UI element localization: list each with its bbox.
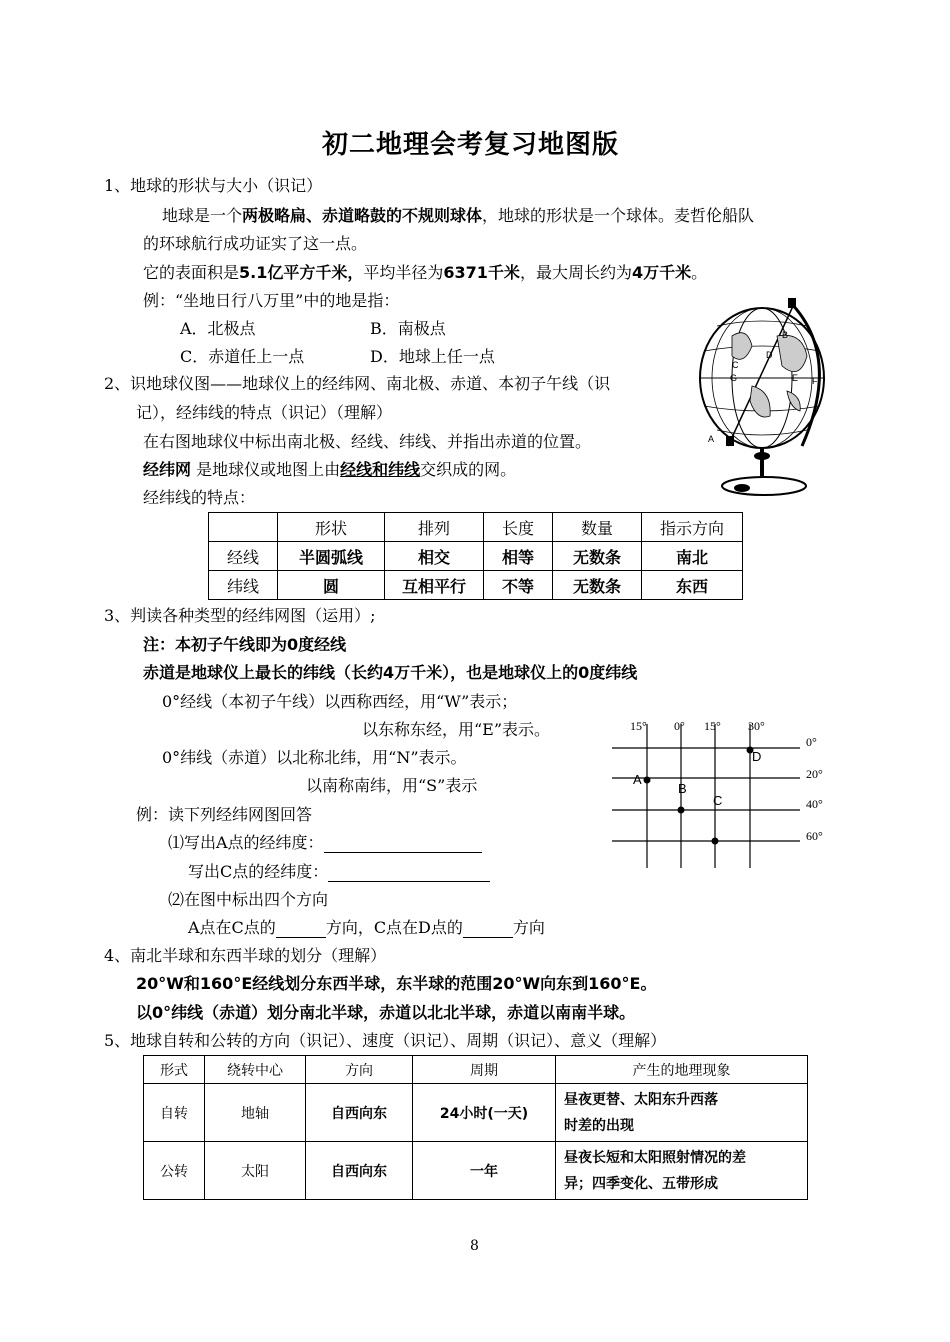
table-header-cell: 方向 [306,1056,413,1084]
answer-blank[interactable] [463,921,513,938]
phenomenon-line: 昼夜更替、太阳东升西落 [564,1091,718,1108]
s1-p2e: ，最大周长约为 [519,263,632,282]
table-cell: 互相平行 [385,571,484,600]
s1-p2f: 4万千米 [631,263,692,282]
table-header-cell: 长度 [484,513,553,542]
table-header-cell: 形状 [278,513,385,542]
section-5-heading: 5、地球自转和公转的方向（识记）、速度（识记）、周期（识记）、意义（理解） [104,1031,667,1050]
table-cell: 地轴 [205,1084,306,1142]
table-cell: 不等 [484,571,553,600]
lat-lon-features-table [208,512,743,600]
table-cell: 一年 [413,1142,556,1200]
s3-q1-text: ⑴写出A点的经纬度： [168,833,324,852]
phenomenon-line: 异；四季变化、五带形成 [564,1175,718,1192]
s3-q3a: A点在C点的 [188,918,276,937]
s3-line-3: 0°纬线（赤道）以北称北纬，用“N”表示。 [162,748,467,767]
table-cell-phenomena [556,1084,808,1142]
table-row [144,1084,808,1142]
s2-line-3: 经纬线的特点： [143,488,256,507]
table-cell [209,513,278,542]
s1-paragraph-1 [162,206,754,226]
s2-line2b: 是地球仪或地图上由 [191,460,341,479]
phenomenon-line: 时差的出现 [564,1117,634,1134]
s2-line2d: 交织成的网。 [420,460,517,479]
table-header-cell: 指示方向 [642,513,743,542]
table-cell: 相交 [385,542,484,571]
point-a-marker [644,777,651,784]
lat-label: 40° [806,797,823,811]
answer-blank[interactable] [276,921,326,938]
lon-label: 30° [748,719,765,733]
table-row [209,571,743,600]
s3-note-1: 注：本初子午线即为0度经线 [143,635,347,654]
s1-p1a: 地球是一个 [162,206,243,225]
lon-label: 15° [704,719,721,733]
lat-label: 0° [806,735,817,749]
point-label-c: C [713,793,723,808]
s1-option-b: B．南极点 [370,319,446,338]
table-cell: 无数条 [553,571,642,600]
table-cell: 经线 [209,542,278,571]
section-2-heading-cont: 记），经纬线的特点（识记）（理解） [136,403,393,422]
point-label-b: B [678,781,687,796]
table-header-row [209,513,743,542]
table-row [209,542,743,571]
s1-option-d: D．地球上任一点 [370,347,495,366]
s2-term: 经纬网 [143,460,192,479]
table-header-cell: 周期 [413,1056,556,1084]
s3-q3c: 方向 [512,918,545,937]
point-c-marker [712,838,719,845]
s1-p2g: 。 [691,263,708,282]
table-header-cell: 形式 [144,1056,205,1084]
s2-line2c: 经线和纬线 [340,460,421,479]
table-header-cell: 绕转中心 [205,1056,306,1084]
section-2-heading: 2、识地球仪图——地球仪上的经纬网、南北极、赤道、本初子午线（识 [104,374,611,393]
s3-question-2: ⑵在图中标出四个方向 [168,890,329,909]
phenomenon-line: 昼夜长短和太阳照射情况的差 [564,1149,746,1166]
s1-p2c: 平均半径为 [363,263,444,282]
globe-label-g: G [730,373,738,383]
answer-blank[interactable] [324,836,482,853]
table-cell: 南北 [642,542,743,571]
lat-label: 60° [806,829,823,843]
table-header-cell: 排列 [385,513,484,542]
globe-label-f: F [812,376,818,386]
table-cell: 无数条 [553,542,642,571]
table-cell: 东西 [642,571,743,600]
table-header-cell: 数量 [553,513,642,542]
globe-label-a: A [708,434,715,444]
s4-line-2: 以0°纬线（赤道）划分南北半球，赤道以北北半球，赤道以南南半球。 [136,1003,636,1022]
table-cell: 纬线 [209,571,278,600]
lat-label: 20° [806,767,823,781]
globe-label-e: E [792,373,799,383]
s3-example: 例：读下列经纬网图回答 [136,805,313,824]
table-cell: 24小时(一天) [413,1084,556,1142]
page-title: 初二地理会考复习地图版 [322,130,620,160]
s1-p2a: 它的表面积是 [143,263,240,282]
table-cell: 相等 [484,542,553,571]
s1-p1b: 两极略扁、赤道略鼓的不规则球体 [242,206,483,225]
s2-line-2 [143,460,516,480]
s4-line-1: 20°W和160°E经线划分东西半球，东半球的范围20°W向东到160°E。 [136,974,657,993]
lon-label: 15° [630,719,647,733]
section-4-heading: 4、南北半球和东西半球的划分（理解） [104,946,387,965]
s1-option-a: A．北极点 [180,319,256,338]
point-label-a: A [633,772,642,787]
s1-example: 例：“坐地日行八万里”中的地是指： [143,291,400,310]
lon-label: 0° [674,719,685,733]
s1-paragraph-2 [143,263,707,283]
s3-q3b: 方向，C点在D点的 [325,918,463,937]
s1-p2b: 5.1亿平方千米， [239,263,364,282]
table-header-row [144,1056,808,1084]
s3-q1b-text: 写出C点的经纬度： [188,862,329,881]
earth-motion-table [143,1055,808,1200]
table-row [144,1142,808,1200]
table-cell-phenomena [556,1142,808,1200]
table-header-cell: 产生的地理现象 [556,1056,808,1084]
s3-line-1: 0°经线（本初子午线）以西称西经，用“W”表示； [162,692,518,711]
section-1-heading: 1、地球的形状与大小（识记） [104,176,323,195]
s1-option-c: C．赤道任上一点 [180,347,305,366]
point-label-d: D [752,749,762,764]
table-cell: 自西向东 [306,1084,413,1142]
globe-label-d: D [766,350,773,360]
s1-p1c: ，地球的形状是一个球体。麦哲伦船队 [482,206,755,225]
table-cell: 圆 [278,571,385,600]
table-cell: 半圆弧线 [278,542,385,571]
section-3-heading: 3、判读各种类型的经纬网图（运用）; [104,606,376,625]
point-b-marker [678,807,685,814]
answer-blank[interactable] [328,865,490,882]
s3-question-3 [188,918,545,938]
s1-p1d: 的环球航行成功证实了这一点。 [143,234,368,253]
globe-label-c: C [732,360,739,370]
globe-label-b: B [782,330,789,340]
table-cell: 公转 [144,1142,205,1200]
s3-line-2: 以东称东经，用“E”表示。 [362,720,551,739]
lat-lon-grid-diagram [610,716,840,876]
s3-question-1b [188,862,490,882]
s3-line-4: 以南称南纬，用“S”表示 [306,776,478,795]
s3-note-2: 赤道是地球仪上最长的纬线（长约4万千米），也是地球仪上的0度纬线 [143,663,638,682]
page-number: 8 [470,1238,479,1254]
s2-line-1: 在右图地球仪中标出南北极、经线、纬线、并指出赤道的位置。 [143,432,592,451]
table-cell: 自转 [144,1084,205,1142]
table-cell: 自西向东 [306,1142,413,1200]
s3-question-1 [168,833,482,853]
s1-p2d: 6371千米 [443,263,520,282]
globe-illustration [692,296,842,498]
table-cell: 太阳 [205,1142,306,1200]
